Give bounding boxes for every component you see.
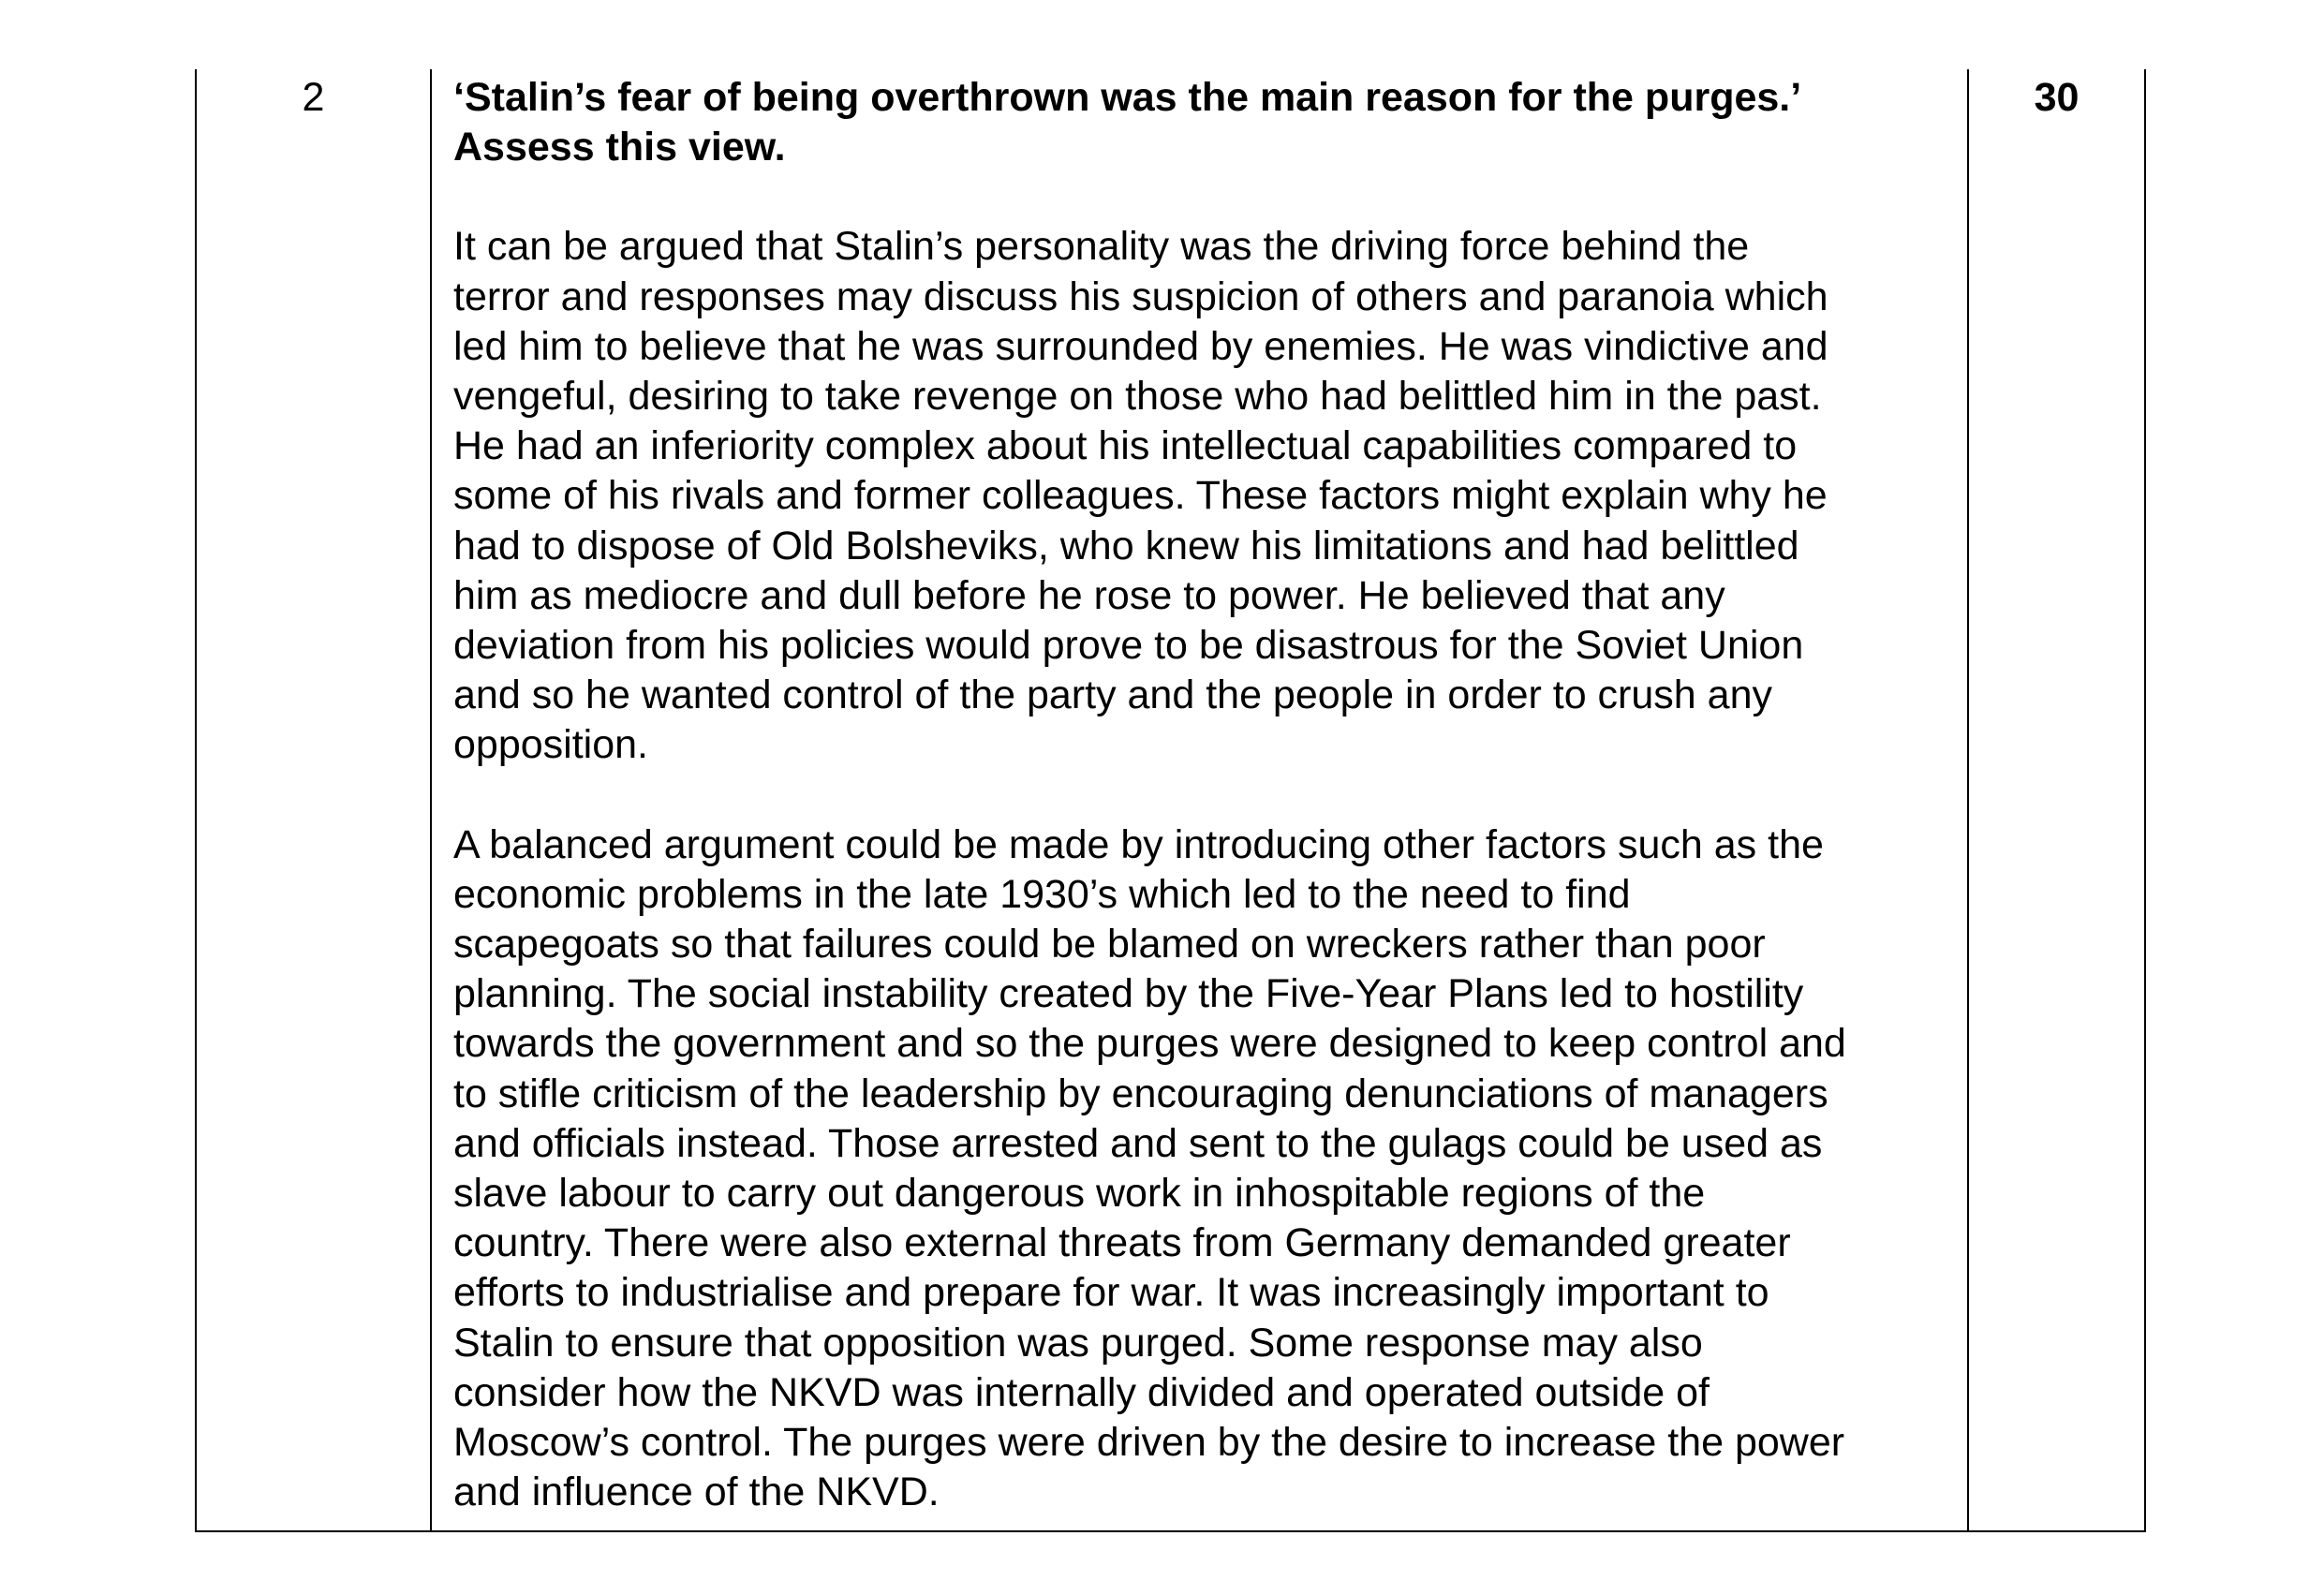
column-divider bbox=[430, 69, 432, 1530]
text-line: planning. The social instability created by the Five-Year Plans led to hostility bbox=[453, 971, 1804, 1017]
text-line: to stifle criticism of the leadership by encouraging denunciations of managers bbox=[453, 1071, 1828, 1116]
text-line: had to dispose of Old Bolsheviks, who knew his limitations and had belittled bbox=[453, 523, 1799, 569]
text-line: Stalin to ensure that opposition was purged. Some response may also bbox=[453, 1320, 1703, 1366]
text-line: and so he wanted control of the party and the people in order to crush any bbox=[453, 672, 1772, 718]
text-line: economic problems in the late 1930’s which led to the need to find bbox=[453, 871, 1631, 917]
text-line: country. There were also external threats from Germany demanded greater bbox=[453, 1220, 1791, 1266]
text-line: deviation from his policies would prove to be disastrous for the Soviet Union bbox=[453, 623, 1804, 669]
guidance-paragraph-2 bbox=[453, 820, 1961, 1518]
answer-guidance-cell bbox=[453, 73, 1961, 1517]
text-line: and influence of the NKVD. bbox=[453, 1469, 940, 1515]
question-line: Assess this view. bbox=[453, 125, 786, 170]
question-number: 2 bbox=[302, 75, 325, 120]
text-line: him as mediocre and dull before he rose to power. He believed that any bbox=[453, 572, 1725, 618]
text-line: He had an inferiority complex about his intellectual capabilities compared to bbox=[453, 423, 1798, 469]
guidance-paragraph-1 bbox=[453, 222, 1961, 770]
text-line: towards the government and so the purges were designed to keep control and bbox=[453, 1021, 1846, 1067]
text-line: opposition. bbox=[453, 722, 648, 768]
text-line: It can be argued that Stalin’s personality was the driving force behind the bbox=[453, 224, 1750, 270]
text-line: led him to believe that he was surrounded by enemies. He was vindictive and bbox=[453, 323, 1828, 369]
text-line: some of his rivals and former colleagues. These factors might explain why he bbox=[453, 473, 1828, 519]
text-line: slave labour to carry out dangerous work in inhospitable regions of the bbox=[453, 1171, 1706, 1217]
text-line: efforts to industrialise and prepare for war. It was increasingly important to bbox=[453, 1270, 1769, 1316]
text-line: vengeful, desiring to take revenge on those who had belittled him in the past. bbox=[453, 374, 1822, 420]
text-line: and officials instead. Those arrested and sent to the gulags could be used as bbox=[453, 1120, 1823, 1166]
text-line: consider how the NKVD was internally divided and operated outside of bbox=[453, 1369, 1710, 1415]
text-line: terror and responses may discuss his suspicion of others and paranoia which bbox=[453, 273, 1828, 319]
question-text bbox=[453, 73, 1961, 172]
text-line: scapegoats so that failures could be blamed on wreckers rather than poor bbox=[453, 922, 1766, 967]
text-line: A balanced argument could be made by introducing other factors such as the bbox=[453, 821, 1824, 867]
column-divider bbox=[1967, 69, 1969, 1530]
mark-scheme-table bbox=[195, 69, 2146, 1532]
question-line: ‘Stalin’s fear of being overthrown was the main reason for the purges.’ bbox=[453, 75, 1802, 120]
text-line: Moscow’s control. The purges were driven by the desire to increase the power bbox=[453, 1420, 1845, 1466]
marks-value: 30 bbox=[2034, 75, 2080, 120]
